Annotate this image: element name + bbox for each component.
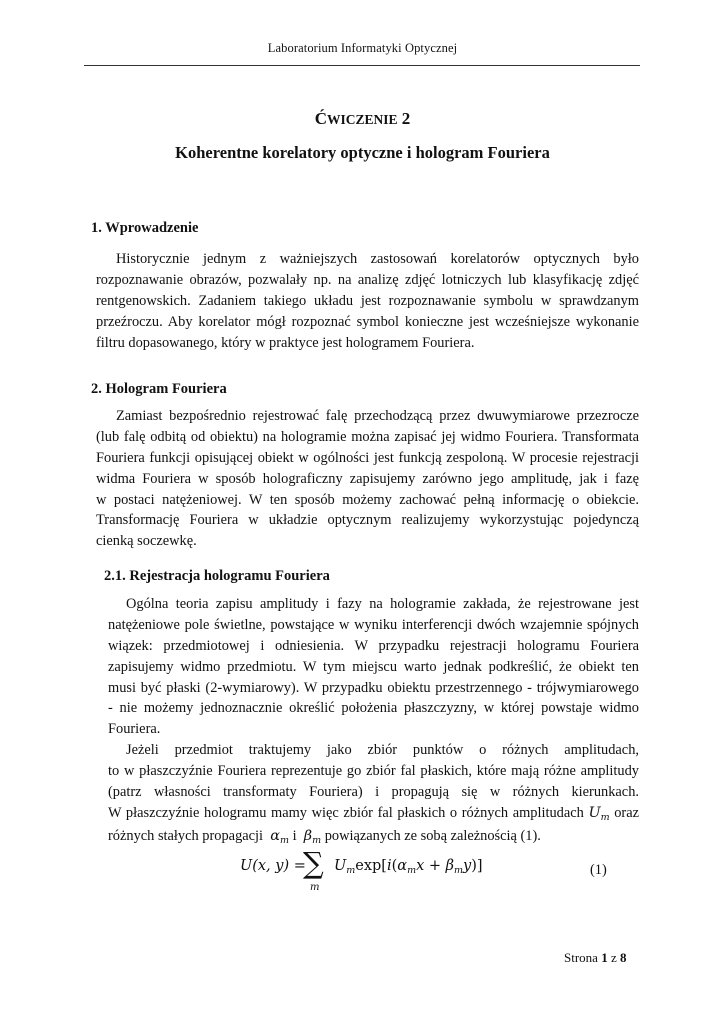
page-number: 1 xyxy=(601,950,608,965)
section-2-paragraph xyxy=(96,406,639,552)
equation-rhs: $U_m\exp[i(\alpha_mx + \beta_my)]$ xyxy=(334,858,483,876)
paragraph-line: Fouriera funkcji opisującej obiekt w ogólności jest funkcją zespoloną. W procesie rejestracji xyxy=(96,449,639,466)
section-1-heading: 1. Wprowadzenie xyxy=(91,220,199,236)
summation-symbol: ∑ xyxy=(303,846,324,880)
paragraph-line: rozpoznawanie obrazów, pozwalały np. na analizę zdjęć lotniczych lub klasyfikację zdjęć xyxy=(96,271,639,288)
paragraph-line: musi być płaski (2-wymiarowy). W przypadku obiektu przestrzennego - trójwymiarowego xyxy=(108,679,639,696)
paragraph-line: Historycznie jednym z ważniejszych zastosowań korelatorów optycznych było xyxy=(116,251,639,267)
paragraph-line: Transformację Fouriera w układzie optycznym realizujemy wykorzystując pojedynczą xyxy=(96,512,639,529)
section-2-heading: 2. Hologram Fouriera xyxy=(91,381,227,397)
page-footer: Strona 1 z 8 xyxy=(564,950,627,965)
paragraph-line: (patrz własności transformaty Fouriera) i propagują się w różnych kierunkach. xyxy=(108,783,639,800)
section-2-1-heading: 2.1. Rejestracja hologramu Fouriera xyxy=(104,568,330,584)
paragraph-line: Fouriera. xyxy=(108,721,161,738)
paragraph-line: rentgenowskich. Zadaniem takiego układu jest rozpoznawanie symbolu w sprawdzanym xyxy=(96,292,639,309)
paragraph-line: - nie możemy jednoznacznie określić położenia płaszczyzny, w której powstaje widmo xyxy=(108,700,639,717)
beta-symbol: $\beta_m$ xyxy=(303,827,322,846)
paragraph-line: przeźroczu. Aby korelator mógł rozpoznać symbol konieczne jest wcześniejsze wykonanie xyxy=(96,313,639,330)
section-1-paragraph xyxy=(96,249,639,353)
paragraph-line: to w płaszczyźnie Fouriera reprezentuje go zbiór fal płaskich, które mają różne amplitudy xyxy=(108,762,639,779)
exercise-subtitle: Koherentne korelatory optyczne i hologram Fouriera xyxy=(175,143,550,162)
paragraph-line: cienką soczewkę. xyxy=(96,533,197,550)
title-initial: Ć xyxy=(314,109,327,128)
paragraph-line: (lub falę odbitą od obiektu) na hologramie można zapisać jej widmo Fouriera. Transformata xyxy=(96,428,639,445)
paragraph-line: wiązek: przedmiotowej i odniesienia. W przypadku rejestracji hologramu Fouriera xyxy=(108,637,639,654)
header-rule xyxy=(84,65,640,66)
title-smallcaps: WICZENIE xyxy=(327,112,398,127)
running-header: Laboratorium Informatyki Optycznej xyxy=(267,41,458,55)
title-number: 2 xyxy=(397,109,411,128)
equation-number: (1) xyxy=(590,862,607,878)
equation-lhs: U(x, y) = xyxy=(240,858,306,874)
section-2-1-paragraph-1 xyxy=(108,594,639,740)
section-2-1-paragraph-2 xyxy=(108,740,639,850)
paragraph-line: Jeżeli przedmiot traktujemy jako zbiór punktów o różnych amplitudach, xyxy=(126,742,639,758)
paragraph-line: widma Fouriera w sposób holograficzny zapisujemy zarówno jego amplitudę, jak i fazę xyxy=(96,470,639,487)
paragraph-line-with-math: różnych stałych propagacji $\alpha_m$ i $\beta_m$ powiązanych ze sobą zależnością (1). xyxy=(108,827,541,846)
paragraph-line: filtru dopasowanego, który w praktyce jest hologramem Fouriera. xyxy=(96,334,475,351)
exercise-title xyxy=(0,109,725,129)
alpha-symbol: $\alpha_m$ xyxy=(270,827,289,846)
summation-index: m xyxy=(310,882,320,893)
page-total: 8 xyxy=(619,950,627,965)
paragraph-line: w postaci natężeniowej. W ten sposób możemy zachować pełną informację o obiekcie. xyxy=(96,491,639,508)
paragraph-line-with-math: W płaszczyźnie hologramu mamy więc zbiór fal płaskich o różnych amplitudach $U_m$ oraz xyxy=(108,804,639,823)
paragraph-line: Ogólna teoria zapisu amplitudy i fazy na hologramie zakłada, że rejestrowane jest xyxy=(126,596,639,612)
paragraph-line: natężeniowe pole świetlne, powstające w wyniku interferencji dwóch wzajemnie spójnych xyxy=(108,616,639,633)
paragraph-line: zapisujemy widmo przedmiotu. W tym miejscu warto jednak podkreślić, że obiekt ten xyxy=(108,658,639,675)
paragraph-line: Zamiast bezpośrednio rejestrować falę przechodzącą przez dwuwymiarowe przezrocze xyxy=(116,408,639,424)
amplitude-symbol: $U_m$ xyxy=(588,804,610,823)
